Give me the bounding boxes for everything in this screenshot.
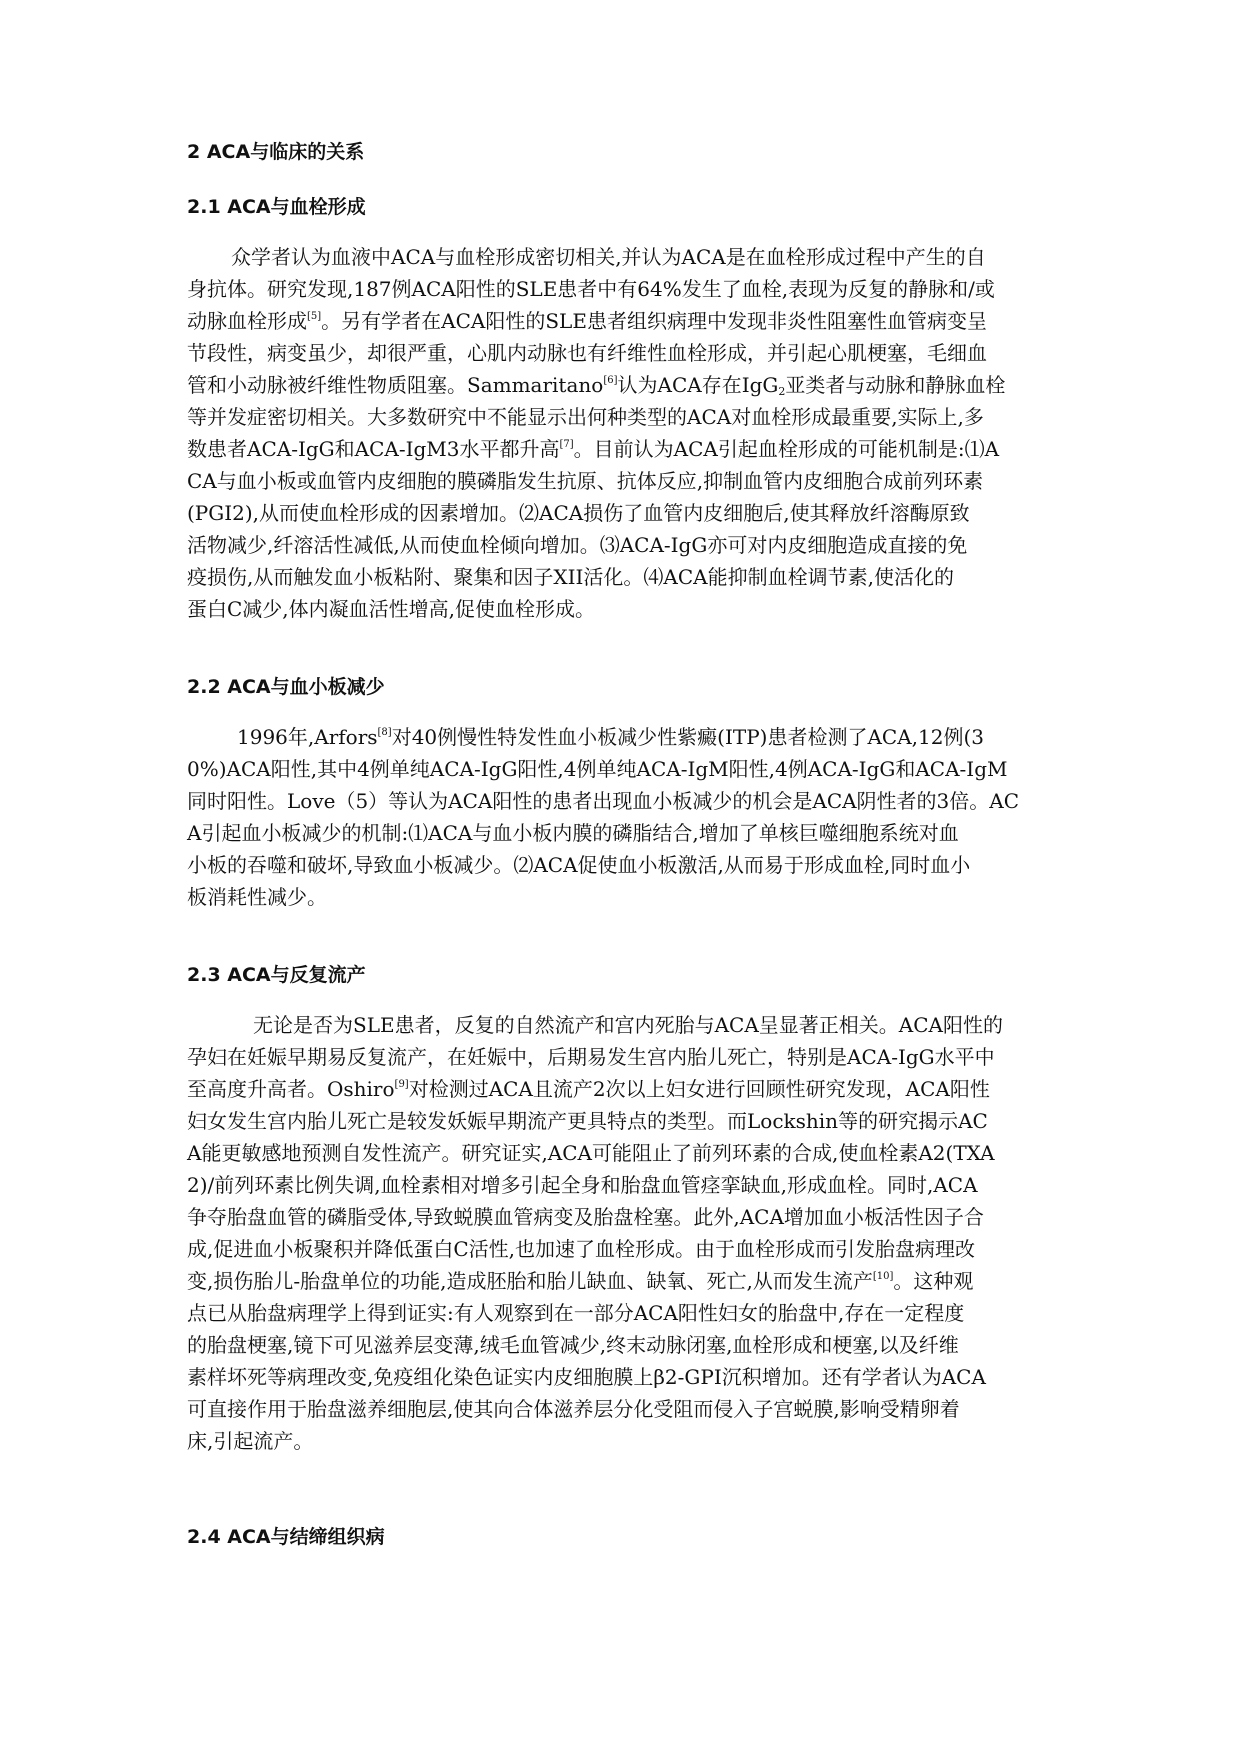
text-line: 妇女发生宫内胎儿死亡是较发妖娠早期流产更具特点的类型。而Lockshin等的研究揭示AC — [187, 1109, 988, 1133]
text-line: 同时阳性。Love（5）等认为ACA阳性的患者出现血小板减少的机会是ACA阴性者的3倍。AC — [187, 789, 1020, 813]
text-line: 孕妇在妊娠早期易反复流产，在妊娠中，后期易发生宫内胎儿死亡，特别是ACA-IgG水平中 — [187, 1045, 995, 1069]
text-line: 的胎盘梗塞,镜下可见滋养层变薄,绒毛血管减少,终末动脉闭塞,血栓形成和梗塞,以及纤维 — [187, 1333, 959, 1357]
paragraph-thrombocytopenia — [187, 721, 1067, 913]
text-line: 小板的吞噬和破坏,导致血小板减少。⑵ACA促使血小板激活,从而易于形成血栓,同时血小 — [187, 853, 971, 877]
text-line: 众学者认为血液中ACA与血栓形成密切相关,并认为ACA是在血栓形成过程中产生的自 — [231, 245, 986, 269]
text-line: 素样坏死等病理改变,免疫组化染色证实内皮细胞膜上β2-GPI沉积增加。还有学者认为ACA — [187, 1365, 986, 1389]
text-line: CA与血小板或血管内皮细胞的膜磷脂发生抗原、抗体反应,抑制血管内皮细胞合成前列环素 — [187, 469, 984, 493]
text-line: 争夺胎盘血管的磷脂受体,导致蜕膜血管病变及胎盘栓塞。此外,ACA增加血小板活性因子合 — [187, 1205, 984, 1229]
text-line: 至高度升高者。Oshiro[9]对检测过ACA且流产2次以上妇女进行回顾性研究发现，ACA阳性 — [187, 1077, 990, 1101]
section-heading-2-2: 2.2 ACA与血小板减少 — [187, 676, 385, 698]
text-line: 变,损伤胎儿-胎盘单位的功能,造成胚胎和胎儿缺血、缺氧、死亡,从而发生流产[10]。这种观 — [187, 1269, 974, 1293]
text-line: 板消耗性减少。 — [187, 885, 327, 909]
text-line: 0%)ACA阳性,其中4例单纯ACA-IgG阳性,4例单纯ACA-IgM阳性,4例ACA-IgG和ACA-IgM — [187, 757, 1008, 781]
text-line: 动脉血栓形成[5]。另有学者在ACA阳性的SLE患者组织病理中发现非炎性阻塞性血管病变呈 — [187, 309, 987, 333]
text-line: A引起血小板减少的机制:⑴ACA与血小板内膜的磷脂结合,增加了单核巨噬细胞系统对血 — [187, 821, 959, 845]
text-line: 管和小动脉被纤维性物质阻塞。Sammaritano[6]认为ACA存在IgG$_2$亚类者与动脉和静脉血栓 — [187, 373, 1006, 398]
section-heading-2: 2 ACA与临床的关系 — [187, 141, 365, 163]
paragraph-recurrent-miscarriage — [187, 1009, 1067, 1457]
text-line: 无论是否为SLE患者，反复的自然流产和宫内死胎与ACA呈显著正相关。ACA阳性的 — [253, 1013, 1003, 1037]
paragraph-thrombosis — [187, 241, 1067, 625]
citation-ref: [10] — [872, 1271, 894, 1282]
text-line: 蛋白C减少,体内凝血活性增高,促使血栓形成。 — [187, 597, 596, 621]
text-line: 等并发症密切相关。大多数研究中不能显示出何种类型的ACA对血栓形成最重要,实际上,多 — [187, 405, 984, 429]
text-line: 1996年,Arfors[8]对40例慢性特发性血小板减少性紫癜(ITP)患者检测了ACA,12例(3 — [237, 725, 984, 749]
section-heading-2-4: 2.4 ACA与结缔组织病 — [187, 1526, 385, 1548]
text-line: (PGI2),从而使血栓形成的因素增加。⑵ACA损伤了血管内皮细胞后,使其释放纤溶酶原致 — [187, 501, 970, 525]
text-line: 数患者ACA-IgG和ACA-IgM3水平都升高[7]。目前认为ACA引起血栓形成的可能机制是:⑴A — [187, 437, 1000, 461]
citation-ref: [6] — [603, 375, 618, 386]
citation-ref: [5] — [307, 311, 322, 322]
text-line: 成,促进血小板聚积并降低蛋白C活性,也加速了血栓形成。由于血栓形成而引发胎盘病理改 — [187, 1237, 976, 1261]
text-line: A能更敏感地预测自发性流产。研究证实,ACA可能阻止了前列环素的合成,使血栓素A2(TXA — [187, 1141, 995, 1165]
citation-ref: [9] — [394, 1079, 409, 1090]
section-heading-2-3: 2.3 ACA与反复流产 — [187, 964, 366, 986]
text-line: 节段性，病变虽少，却很严重，心肌内动脉也有纤维性血栓形成，并引起心肌梗塞，毛细血 — [187, 341, 987, 365]
section-heading-2-1: 2.1 ACA与血栓形成 — [187, 196, 366, 218]
citation-ref: [7] — [559, 439, 574, 450]
text-line: 活物减少,纤溶活性减低,从而使血栓倾向增加。⑶ACA-IgG亦可对内皮细胞造成直接的免 — [187, 533, 968, 557]
text-line: 2)/前列环素比例失调,血栓素相对增多引起全身和胎盘血管痉挛缺血,形成血栓。同时,ACA — [187, 1173, 978, 1197]
text-line: 可直接作用于胎盘滋养细胞层,使其向合体滋养层分化受阻而侵入子宫蜕膜,影响受精卵着 — [187, 1397, 960, 1421]
text-line: 身抗体。研究发现,187例ACA阳性的SLE患者中有64%发生了血栓,表现为反复的静脉和/或 — [187, 277, 995, 301]
subscript: 2 — [778, 385, 786, 398]
citation-ref: [8] — [377, 727, 392, 738]
text-line: 床,引起流产。 — [187, 1429, 314, 1453]
text-line: 点已从胎盘病理学上得到证实:有人观察到在一部分ACA阳性妇女的胎盘中,存在一定程度 — [187, 1301, 965, 1325]
text-line: 疫损伤,从而触发血小板粘附、聚集和因子XII活化。⑷ACA能抑制血栓调节素,使活化的 — [187, 565, 954, 589]
